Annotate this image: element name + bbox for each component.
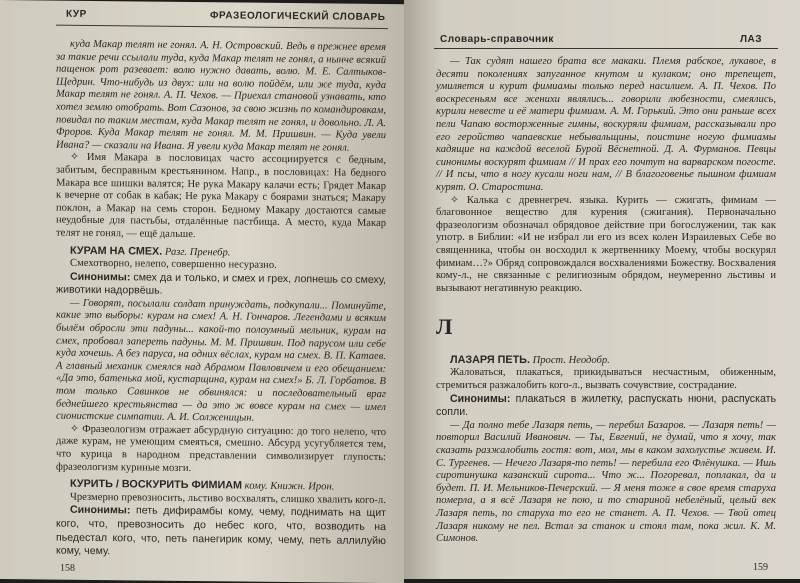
definition-text: ✧ Фразеологизм отражает абсурдную ситуацию: до того нелепо, что даже курам, не умеющим смеяться, смешно. Абсурд усугубляется тем, что курица в народном представлении символизирует глупость: фразеологизм куриные мозги. [56, 423, 386, 474]
entry-headword: КУРАМ НА СМЕХ. [70, 244, 163, 258]
example-quotes: — Так судят нашего брата все макаки. Племя рабское, лукавое, в десяти поколениях запуганное кнутом и кулаком; оно трепещет, умиляется и курит фимиамы только перед насилием. А. П. Чехов. По воскресеньям все женихи являлись... говорили любезности, смеялись, курили невесте и её матери фимиам. А. М. Горький. Это они раньше всех пели Чапаю восторженные гимны, воскуряли фимиам, рассказывали про его геройство чапаевские небывальщины, поистине ногую фимиамы кадящие на каждой веселой Бурой Вёснетной. Д. А. Фурманов. Певцы синонимы воскурят фимиам // И прах его почтут на варварском погосте. // И псы, что в ногу кусали ноги нам, // В благоговенье пышном фимиам курят. О. Старостина. [436, 56, 776, 193]
header-rule [434, 48, 778, 49]
running-head-left: Словарь-справочник [440, 34, 554, 45]
synonyms-label: Синонимы: [70, 504, 131, 517]
dictionary-entry [436, 354, 776, 368]
definition-text: ✧ Калька с древнегреч. языка. Курить — сжигать, фимиам — благовонное вещество для курения (сжигания). Первоначально фразеологизм обозначал обрядовое действие при богослужении, так как употр. в Библии: «И не избрал ли его из всех колен Израилевых Себе во священника, чтобы он восходил к жертвеннику Моему, чтобы воскурял фимиам…?» Обряд сопровождался восхвалениями Божеству. Восхваления кому-л., не связанные с религиозным обрядом, неумеренно льстивы и вызывают негативную реакцию. [436, 194, 776, 294]
page-number: 159 [753, 562, 768, 573]
running-head-right: ЛАЗ [740, 34, 763, 45]
section-letter: Л [436, 314, 453, 340]
definition-text: Жаловаться, плакаться, прикидываться несчастным, обиженным, стремиться разжалобить кого-л., вызвать сочувствие, сострадание. [436, 367, 776, 392]
definition-text: Чрезмерно превозносить, льстиво восхвалять, слишко хвалить кого-л. [70, 491, 386, 506]
entry-register: Разг. Пренебр. [162, 246, 231, 258]
running-head-left: КУР [66, 8, 87, 20]
page-number: 158 [60, 562, 75, 574]
synonyms-label: Синонимы: [70, 270, 131, 284]
definition-text: Смехотворно, нелепо, совершенно несуразно. [70, 257, 277, 271]
synonyms-list: петь дифирамбы кому, чему, поднимать на щит кого, что, превозносить до небес кого, что, возводить на пьедестал кого, что, петь панегирик кому, чему, петь аллилуйю кому, чему. [56, 504, 386, 558]
right-page [404, 0, 800, 579]
right-page-text [436, 56, 776, 546]
entry-headword: КУРИТЬ / ВОСКУРИТЬ ФИМИАМ [70, 477, 243, 492]
definition-text: ✧ Имя Макара в пословицах часто ассоциируется с бедным, забитым, бесправным крестьянином. Напр., в пословицах: На бедного Макара все шишки валятся; Не рука Макару калачи есть; Грядет Макар к вечерне от собак в кабак; Не рука Макару с боярами знаться; Макару поклон, а Макар на семь сторон. Бедному Макару достаются самые неудобные для пастьбы, отдалённые пастбища. А место, куда Макар телят не гонял, — ещё дальше. [56, 152, 386, 240]
synonyms-list: смех да и только, и смех и грех, лопнешь со смеху, животики надорвёшь. [56, 271, 386, 297]
running-head-center: ФРАЗЕОЛОГИЧЕСКИЙ СЛОВАРЬ [210, 10, 386, 24]
entry-register: кому. Книжн. Ирон. [242, 480, 335, 493]
synonyms [56, 504, 386, 562]
header-rule [56, 25, 388, 29]
entry-register: Прост. Неодобр. [529, 354, 610, 366]
synonyms-list: плакаться в жилетку, распускать нюни, распускать сопли. [436, 392, 776, 419]
synonyms [436, 393, 776, 420]
left-page-text [56, 39, 386, 562]
entry-headword: ЛАЗАРЯ ПЕТЬ. [450, 353, 530, 366]
example-quotes: — Да полно тебе Лазаря петь, — перебил Базаров. — Лазаря петь! — повторил Василий Иванович. — Ты, Евгений, не думай, что я хочу, так сказать разжалобить гостя: вот, мол, мы в каком захолустье живем. И. С. Тургенев. — Нечего Лазаря-то петь! — перебила его Флёнушка. — Ишь сиротинушка казанский сирота... Что ж... Погоревал, поплакал, да и будет. П. И. Мельников-Печерский. — Я меня тоже в свое время старуха померла, а я всё Лазаря не пою, и то стариной небелёный, целый век Лазаря петь, по старуха то его не станет. А. П. Чехов. — Твой отец Лазаря никому не пел. Встал за станок и стоял там, пока жил. К. М. Симонов. [436, 419, 776, 545]
synonyms [56, 270, 386, 301]
example-quotes: — Говорят, посылали солдат принуждать, подкупали... Поминуйте, какие это выборы: курам на смех! А. Н. Гончаров. Легендами и всяким былём обросли эти падуны... какой-то полоумный мельник, курам на смех, пробовал запереть падуны. М. М. Пришвин. Под парусом или себе куда хочешь. А без паруса, на одних вёслах, курам на смех. В. П. Катаев. А главный механик смеялся над Абрамом Павловичем и его обещанием: «Да это, батенька мой, кустарщина, курам на смех!» Б. Л. Горбатов. В том только Савинков не обвинялся: и последовательный враг беднейшего крестьянства — да это ж вовсе курам на смех — имел сионистские симпатии. А. И. Солженицын. [56, 297, 386, 424]
example-quotes: куда Макар телят не гонял. А. Н. Островский. Ведь в прежнее время за такие речи ссылали туда, куда Макар телят не гонял, а нынче всякий пащенок рот разевает: волю нужно давать, волю. М. Е. Салтыков-Щедрин. Что-нибудь из двух: или на волю пойдём, или же туда, куда Макар телят не гонял. А. П. Чехов. — Приехал становой узнавать, кто хотел землю отобрать. Вот Сазонов, за свою жизнь по командировкам, повидал по таким местам, куда Макар телят не гонял, и довольно. Л. А. Фроров. Куда Макар телят не гонял. М. М. Пришвин. — Куда увели Ивана? — сказали на Ивана. Я увели куда Макар телят не гонял. [56, 38, 386, 154]
synonyms-label: Синонимы: [450, 392, 511, 405]
